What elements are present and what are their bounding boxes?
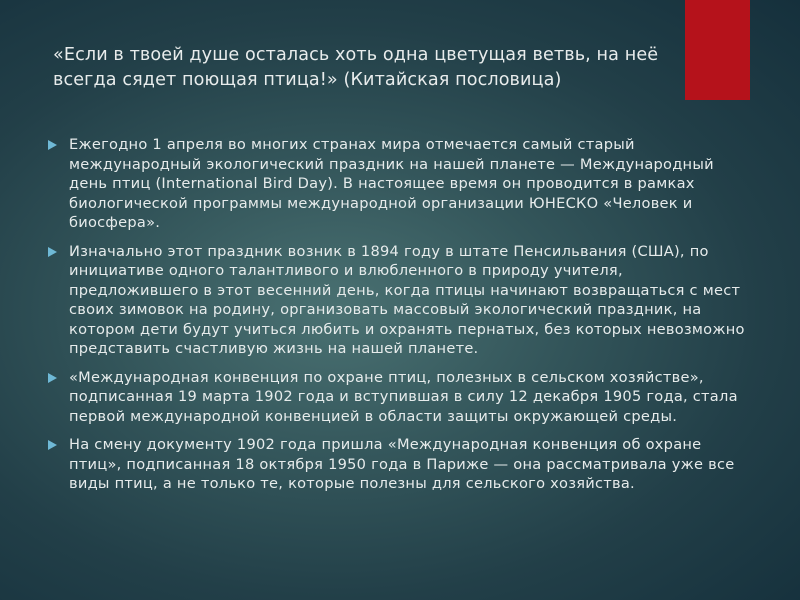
bullet-item [48, 135, 748, 233]
bullet-text: На смену документу 1902 года пришла «Международная конвенция об охране птиц», подписанная 18 октября 1950 года в Париже — она рассматривала уже все виды птиц, а не только те, которые полезны для сельского хозяйства. [69, 436, 735, 492]
bullet-arrow-icon [48, 373, 57, 383]
bullet-arrow-icon [48, 440, 57, 450]
bullet-text: Изначально этот праздник возник в 1894 году в штате Пенсильвания (США), по инициативе одного талантливого и влюбленного в природу учителя, предложившего в этот весенний день, когда птицы начинают возвращаться с мест своих зимовок на родину, организовать массовый экологический праздник, на котором дети будут учиться любить и охранять пернатых, без которых невозможно представить счастливую жизнь на нашей планете. [69, 242, 745, 357]
bullet-arrow-icon [48, 247, 57, 257]
slide-title: «Если в твоей душе осталась хоть одна цветущая ветвь, на неё всегда сядет поющая птица!» (Китайская пословица) [53, 45, 659, 90]
bullet-text: «Международная конвенция по охране птиц, полезных в сельском хозяйстве», подписанная 19 марта 1902 года и вступившая в силу 12 декабря 1905 года, стала первой международной конвенцией в области защиты окружающей среды. [69, 368, 738, 425]
accent-bar [685, 0, 750, 100]
bullet-arrow-icon [48, 140, 57, 150]
bullet-item [48, 242, 748, 359]
bullet-item [48, 435, 748, 494]
bullet-text: Ежегодно 1 апреля во многих странах мира отмечается самый старый международный экологический праздник на нашей планете — Международный день птиц (International Bird Day). В настоящее время он проводится в рамках биологической программы международной организации ЮНЕСКО «Человек и биосфера». [69, 136, 714, 231]
bullet-item [48, 368, 748, 427]
bullet-list [48, 135, 748, 503]
